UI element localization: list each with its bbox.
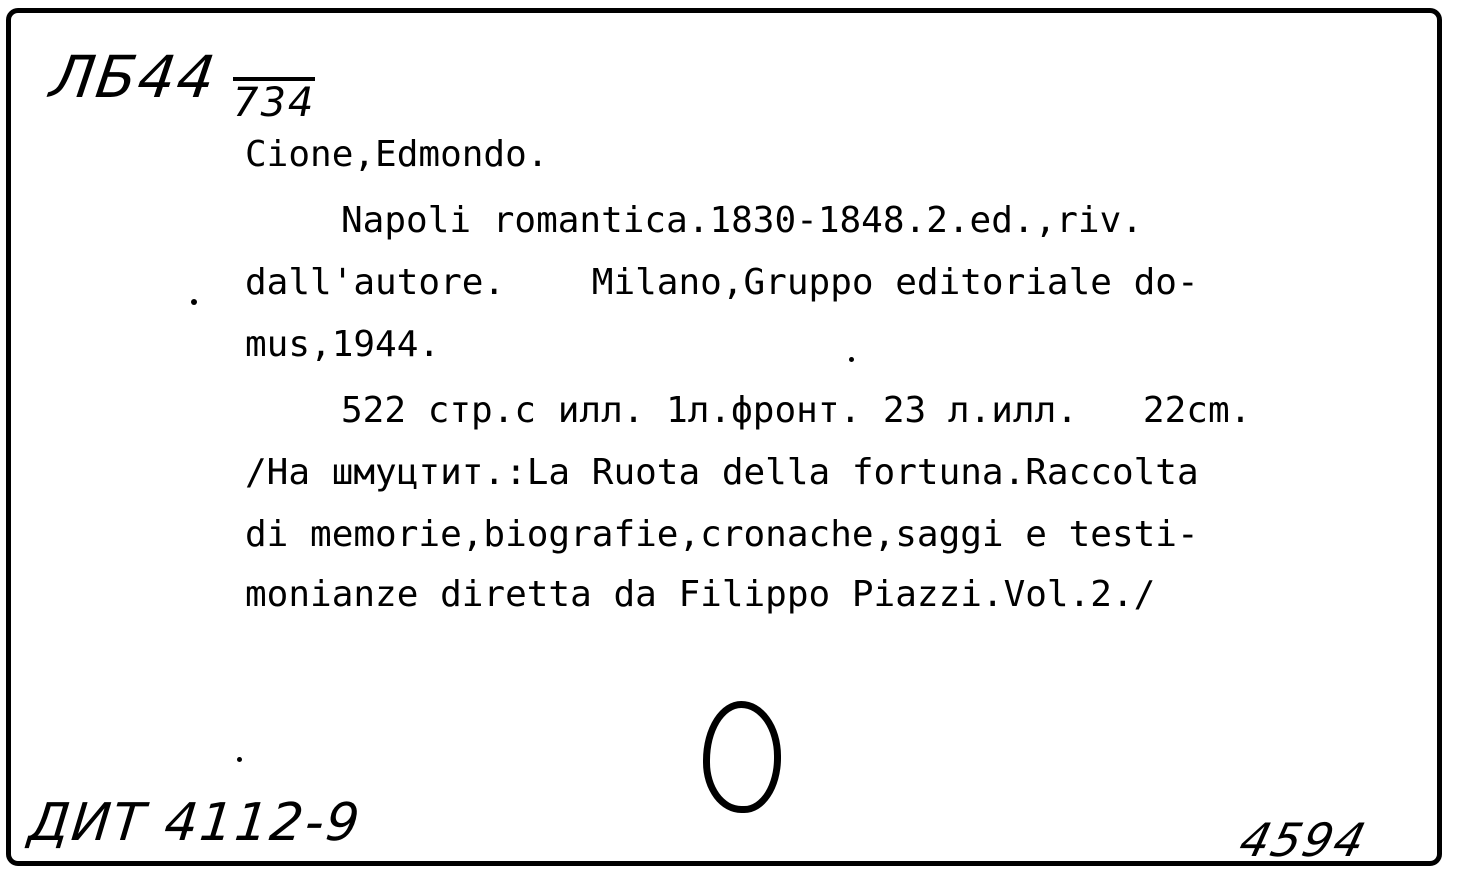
- title-line-1: Napoli romantica.1830-1848.2.ed.,riv.: [341, 200, 1143, 241]
- title-line-2: dall'autore. Milano,Gruppo editoriale do-: [245, 262, 1199, 303]
- punch-hole: [703, 701, 781, 813]
- title-line-3: mus,1944.: [245, 324, 441, 365]
- note-line-1: /На шмуцтит.:La Ruota della fortuna.Raccolta: [245, 452, 1199, 493]
- inventory-number-left: ДИТ 4112-9: [25, 793, 365, 853]
- collation-line: 522 стр.с илл. 1л.фронт. 23 л.илл. 22cm.: [341, 390, 1252, 431]
- catalog-card: [6, 8, 1442, 866]
- ink-speck: [237, 757, 242, 762]
- call-number: ЛБ44: [46, 43, 221, 111]
- ink-speck: [191, 299, 197, 305]
- inventory-number-right: 4594: [1234, 813, 1373, 867]
- call-number-sub: 734: [233, 77, 315, 123]
- note-line-2: di memorie,biografie,cronache,saggi e testi-: [245, 514, 1199, 555]
- note-line-3: monianze diretta da Filippo Piazzi.Vol.2./: [245, 574, 1156, 615]
- author-heading: Cione,Edmondo.: [245, 134, 549, 175]
- ink-speck: [849, 357, 854, 362]
